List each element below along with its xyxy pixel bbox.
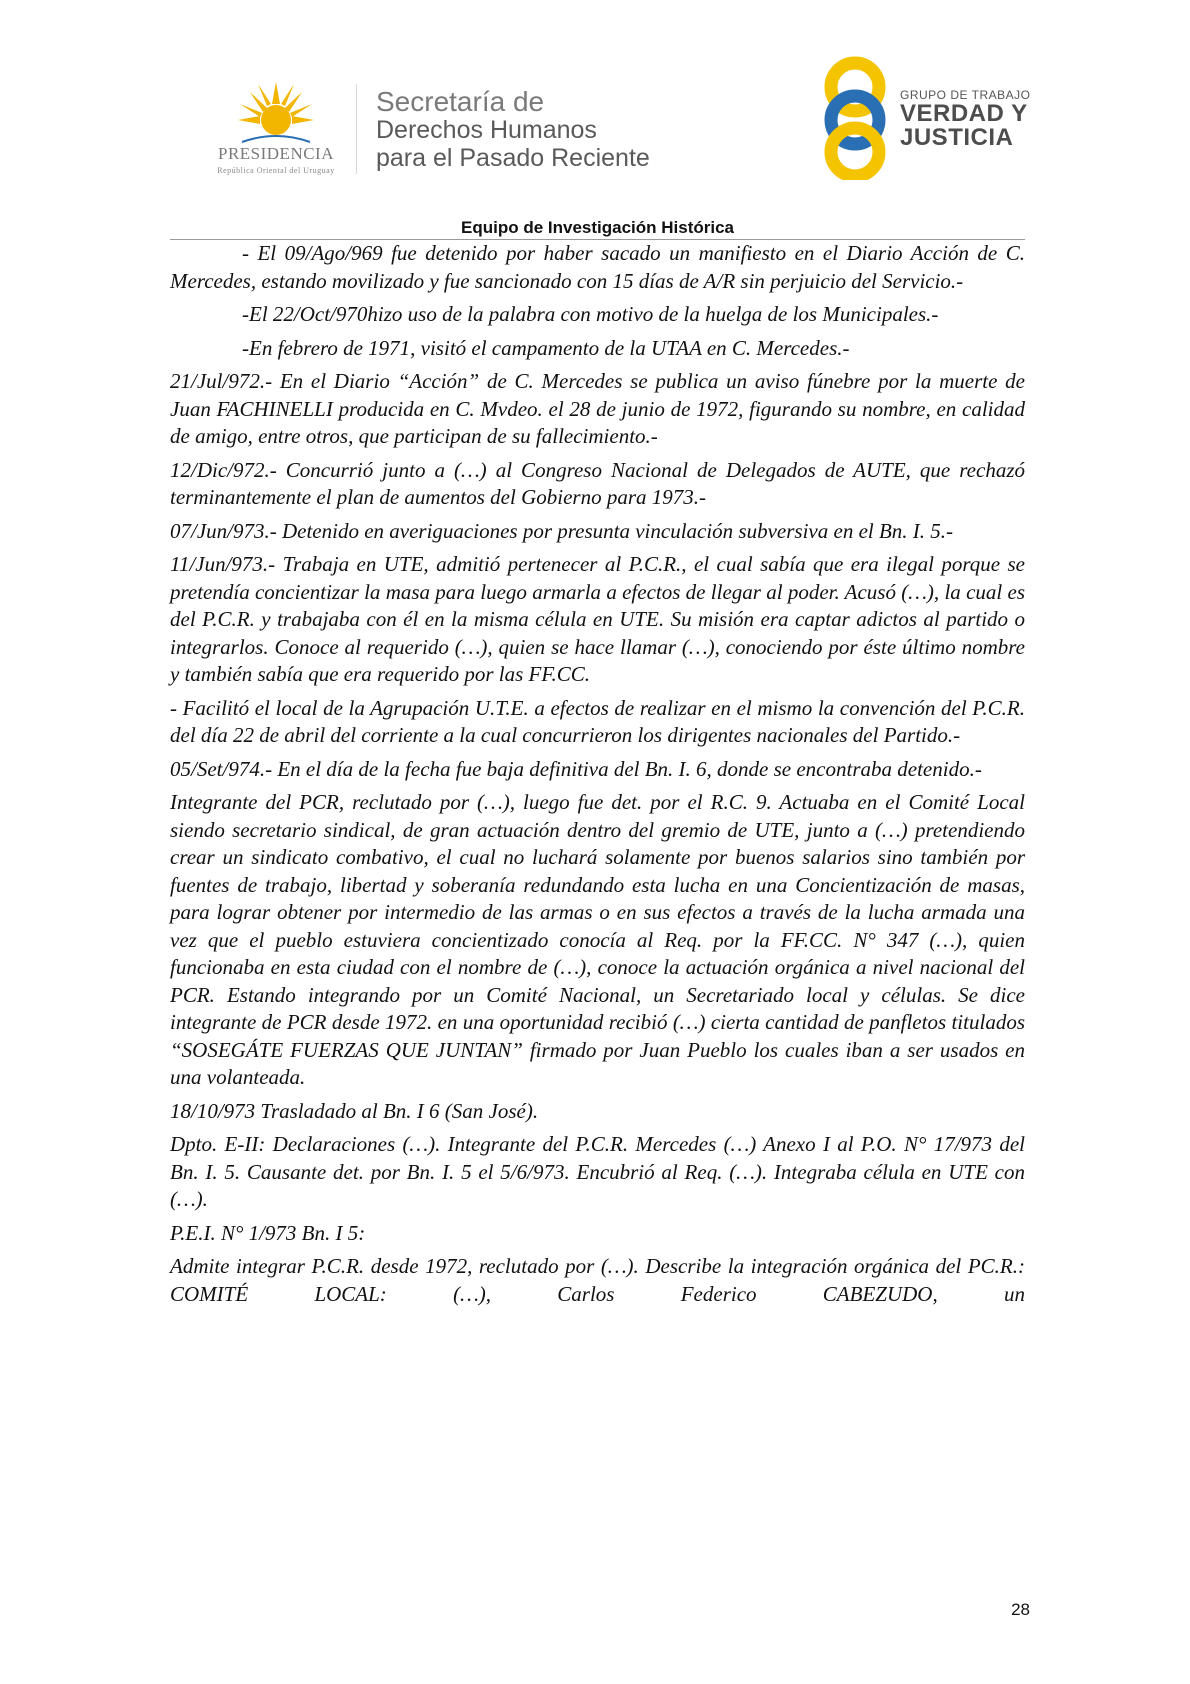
- paragraph: 21/Jul/972.- En el Diario “Acción” de C. Mercedes se publica un aviso fúnebre por la muerte de Juan FACHINELLI producida en C. Mvdeo. el 28 de junio de 1972, figurando su nombre, en calidad de amigo, entre otros, que participan de su fallecimiento.-: [170, 369, 1025, 448]
- paragraph: - El 09/Ago/969 fue detenido por haber sacado un manifiesto en el Diario Acción de C. Mercedes, estando movilizado y fue sancionado con 15 días de A/R sin perjuicio del Servicio.-: [170, 241, 1025, 293]
- paragraph: 11/Jun/973.- Trabaja en UTE, admitió pertenecer al P.C.R., el cual sabía que era ilegal porque se pretendía concientizar la masa para luego armarla a efectos de llegar al poder. Acusó (…), la cual es del P.C.R. y trabajaba con él en la misma célula en UTE. Su misión era captar adictos al partido o integrarlos. Conoce al requerido (…), quien se hace llamar (…), conociendo por éste último nombre y también sabía que era requerido por las FF.CC.: [170, 552, 1025, 686]
- paragraph: Integrante del PCR, reclutado por (…), luego fue det. por el R.C. 9. Actuaba en el Comité Local siendo secretario sindical, de gran actuación dentro del gremio de UTE, junto a (…) pretendiendo crear un sindicato combativo, el cual no luchará solamente por buenos salarios sino también por fuentes de trabajo, libertad y soberanía redundando esta lucha en una Concientización de masas, para lograr obtener por intermedio de las armas o en sus efectos a través de la lucha armada una vez que el pueblo estuviera concientizado conocía al Req. por la FF.CC. N° 347 (…), quien funcionaba en esta ciudad con el nombre de (…), conoce la actuación orgánica a nivel nacional del PCR. Estando integrando por un Comité Nacional, un Secretariado local y células. Se dice integrante de PCR desde 1972. en una oportunidad recibió (…) cierta cantidad de panfletos titulados “SOSEGÁTE FUERZAS QUE JUNTAN” firmado por Juan Pueblo los cuales iban a ser usados en una volanteada.: [170, 790, 1025, 1089]
- paragraph: 12/Dic/972.- Concurrió junto a (…) al Congreso Nacional de Delegados de AUTE, que rechazó terminantemente el plan de aumentos del Gobierno para 1973.-: [170, 457, 1025, 509]
- presidencia-subtitle: República Oriental del Uruguay: [217, 166, 335, 175]
- paragraph: 05/Set/974.- En el día de la fecha fue baja definitiva del Bn. I. 6, donde se encontraba detenido.-: [170, 756, 982, 781]
- secretaria-line-2: Derechos Humanos: [376, 116, 597, 144]
- page-header: [0, 0, 1190, 237]
- paragraph: -En febrero de 1971, visitó el campamento de la UTAA en C. Mercedes.-: [242, 335, 850, 360]
- sun-icon: [236, 80, 316, 150]
- verdad-justicia-logo-text: [900, 88, 1030, 150]
- verdad-line: VERDAD Y: [900, 100, 1028, 127]
- document-body: [170, 240, 1025, 1314]
- secretaria-logo-text: [376, 88, 650, 172]
- presidencia-logo: [196, 80, 356, 180]
- grupo-line: GRUPO DE TRABAJO: [900, 88, 1031, 102]
- paragraph: 07/Jun/973.- Detenido en averiguaciones por presunta vinculación subversiva en el Bn. I. 5.-: [170, 518, 954, 543]
- paragraph: P.E.I. N° 1/973 Bn. I 5:: [170, 1220, 366, 1245]
- header-divider: [356, 84, 357, 174]
- secretaria-line-1: Secretaría de: [376, 86, 545, 117]
- paragraph: Admite integrar P.C.R. desde 1972, reclutado por (…). Describe la integración orgánica del PC.R.: COMITÉ LOCAL: (…), Carlos Federico CABEZUDO, un: [170, 1254, 1025, 1306]
- paragraph: - Facilitó el local de la Agrupación U.T.E. a efectos de realizar en el mismo la convención del P.C.R. del día 22 de abril del corriente a la cual concurrieron los dirigentes nacionales del Partido.-: [170, 695, 1025, 747]
- justicia-line: JUSTICIA: [900, 124, 1014, 151]
- paragraph: -El 22/Oct/970hizo uso de la palabra con motivo de la huelga de los Municipales.-: [242, 302, 939, 326]
- page-number: 28: [1011, 1600, 1030, 1619]
- presidencia-title: PRESIDENCIA: [217, 144, 334, 163]
- paragraph: 18/10/973 Trasladado al Bn. I 6 (San José).: [170, 1098, 539, 1123]
- secretaria-line-3: para el Pasado Reciente: [376, 144, 650, 172]
- paragraph: Dpto. E-II: Declaraciones (…). Integrante del P.C.R. Mercedes (…) Anexo I al P.O. N° 17/973 del Bn. I. 5. Causante det. por Bn. I. 5 el 5/6/973. Encubrió al Req. (…). Integraba célula en UTE con (…).: [170, 1132, 1025, 1211]
- section-title: Equipo de Investigación Histórica: [461, 218, 734, 237]
